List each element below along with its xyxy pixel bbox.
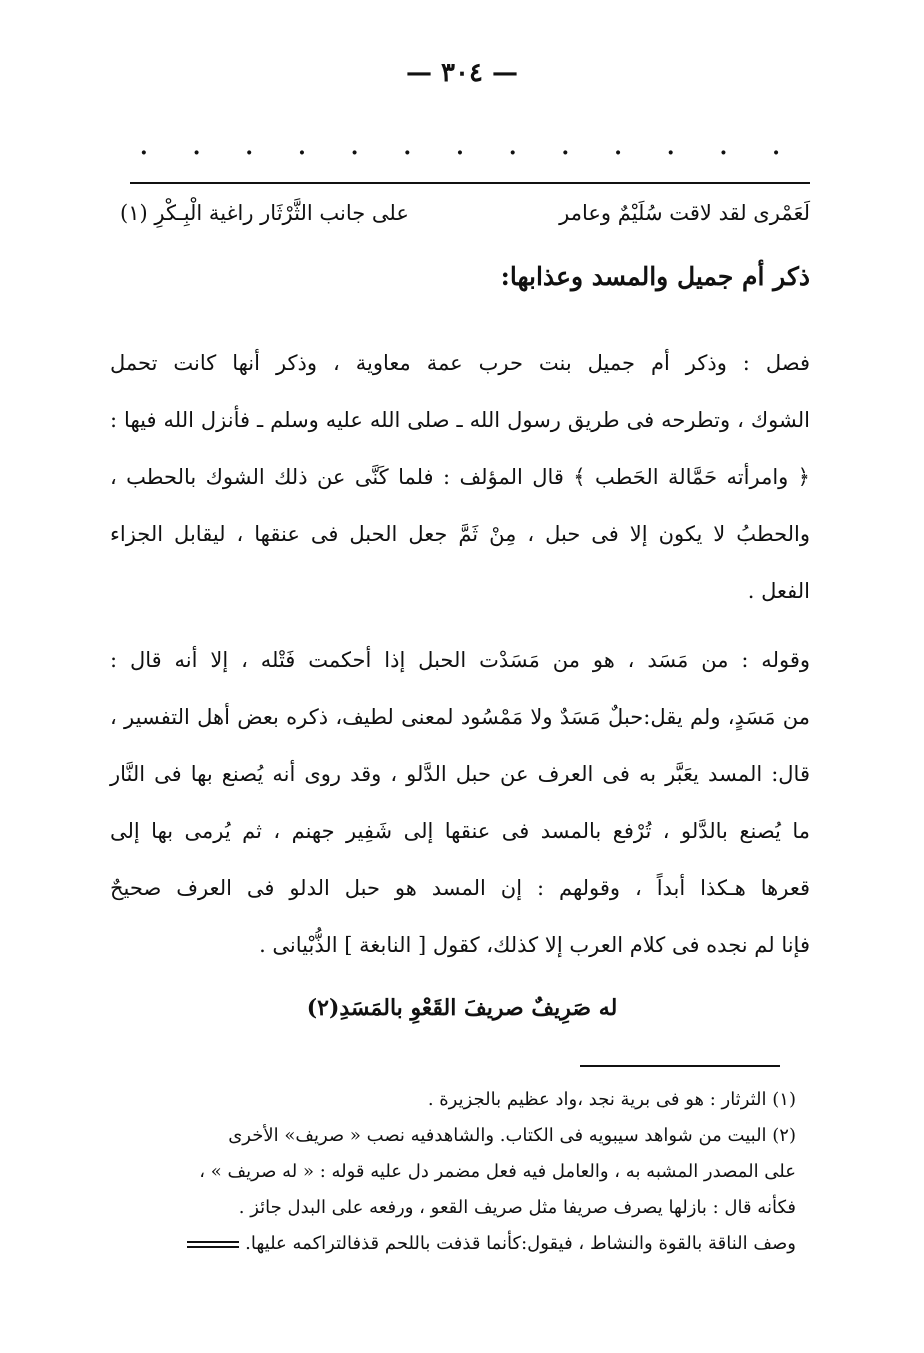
page-number: — ٣٠٤ —: [405, 58, 519, 88]
dot: ·: [245, 140, 254, 166]
verse-second-hemistich: على جانب الثَّرْثَار راغية الْبِـكْرِ (١): [120, 201, 409, 225]
dot: ·: [719, 140, 728, 166]
dot: ·: [508, 140, 517, 166]
section-heading: ذكر أم جميل والمسد وعذابها:: [500, 262, 810, 291]
text-line: قعرها هـكذا أبداً ، وقولهم : إن المسد هو حبل الدلو فى العرف صحيحٌ: [110, 876, 810, 900]
dot: ·: [666, 140, 675, 166]
dot: ·: [140, 140, 148, 166]
top-divider: [130, 182, 810, 184]
text-line: من مَسَدٍ، ولم يقل:حبلٌ مَسَدٌ ولا مَمْسُود لمعنى لطيف، ذكره بعض أهل التفسير ،: [110, 705, 810, 729]
text-line: فإنا لم نجده فى كلام العرب إلا كذلك، كقول [ النابغة ] الذُّبْيانى .: [259, 933, 810, 957]
text-line: الفعل .: [747, 579, 810, 603]
dot: ·: [192, 140, 201, 166]
footnote-divider: [580, 1065, 780, 1067]
dot: ·: [772, 140, 780, 166]
dot: ·: [350, 140, 359, 166]
text-line: ما يُصنع بالدَّلو ، تُرْفع بالمسد فى عنقها إلى شَفِير جهنم ، ثم يُرمى بها إلى: [110, 819, 810, 843]
dot: ·: [298, 140, 306, 166]
paragraph-masad: [110, 632, 810, 974]
footnote-2-line: على المصدر المشبه به ، والعامل فيه فعل مضمر دل عليه قوله : « له صريف » ،: [199, 1161, 796, 1182]
end-of-page-mark: [187, 1241, 239, 1248]
paragraph-umm-jamil: [110, 335, 810, 620]
quoted-half-verse: له صَرِيفٌ صريفَ القَعْوِ بالمَسَدِ(٢): [306, 995, 618, 1021]
footnote-1: (١) الثرثار : هو فى برية نجد ،واد عظيم بالجزيرة .: [427, 1089, 796, 1110]
text-line: الشوك ، وتطرحه فى طريق رسول الله ـ صلى الله عليه وسلم ـ فأنزل الله فيها :: [110, 408, 810, 432]
footnote-2-line: [116, 1226, 796, 1262]
dot: ·: [561, 140, 570, 166]
dot: ·: [614, 140, 622, 166]
dot: ·: [403, 140, 412, 166]
text-line: ﴿ وامرأته حَمَّالة الحَطب ﴾ قال المؤلف : فلما كَنَّى عن ذلك الشوك بالحطب ،: [110, 465, 810, 489]
dot: ·: [456, 140, 464, 166]
verse-first-hemistich: لَعَمْرى لقد لاقت سُلَيْمٌ وعامر: [559, 201, 810, 225]
decorative-dot-row: [140, 140, 780, 166]
text-line: قال: المسد يعَبَّر به فى العرف عن حبل الدَّلو ، وقد روى أنه يُصنع بها فى النَّار: [110, 762, 810, 786]
text-line: والحطبُ لا يكون إلا فى حبل ، مِنْ ثَمَّ جعل الحبل فى عنقها ، ليقابل الجزاء: [110, 522, 810, 546]
text-line: وقوله : من مَسَد ، هو من مَسَدْت الحبل إذا أحكمت فَتْله ، إلا أنه قال :: [110, 648, 810, 672]
footnote-2: (٢) البيت من شواهد سيبويه فى الكتاب. والشاهدفيه نصب « صريف» الأخرى: [228, 1125, 796, 1146]
poetry-verse: [120, 195, 810, 235]
footnotes: [116, 1082, 796, 1262]
text-line: فصل : وذكر أم جميل بنت حرب عمة معاوية ، وذكر أنها كانت تحمل: [110, 351, 810, 375]
footnote-2-last-text: وصف الناقة بالقوة والنشاط ، فيقول:كأنما قذفت باللحم قذفالتراكمه عليها.: [245, 1233, 796, 1254]
footnote-2-line: فكأنه قال : بازلها يصرف صريفا مثل صريف القعو ، ورفعه على البدل جائز .: [238, 1197, 796, 1218]
